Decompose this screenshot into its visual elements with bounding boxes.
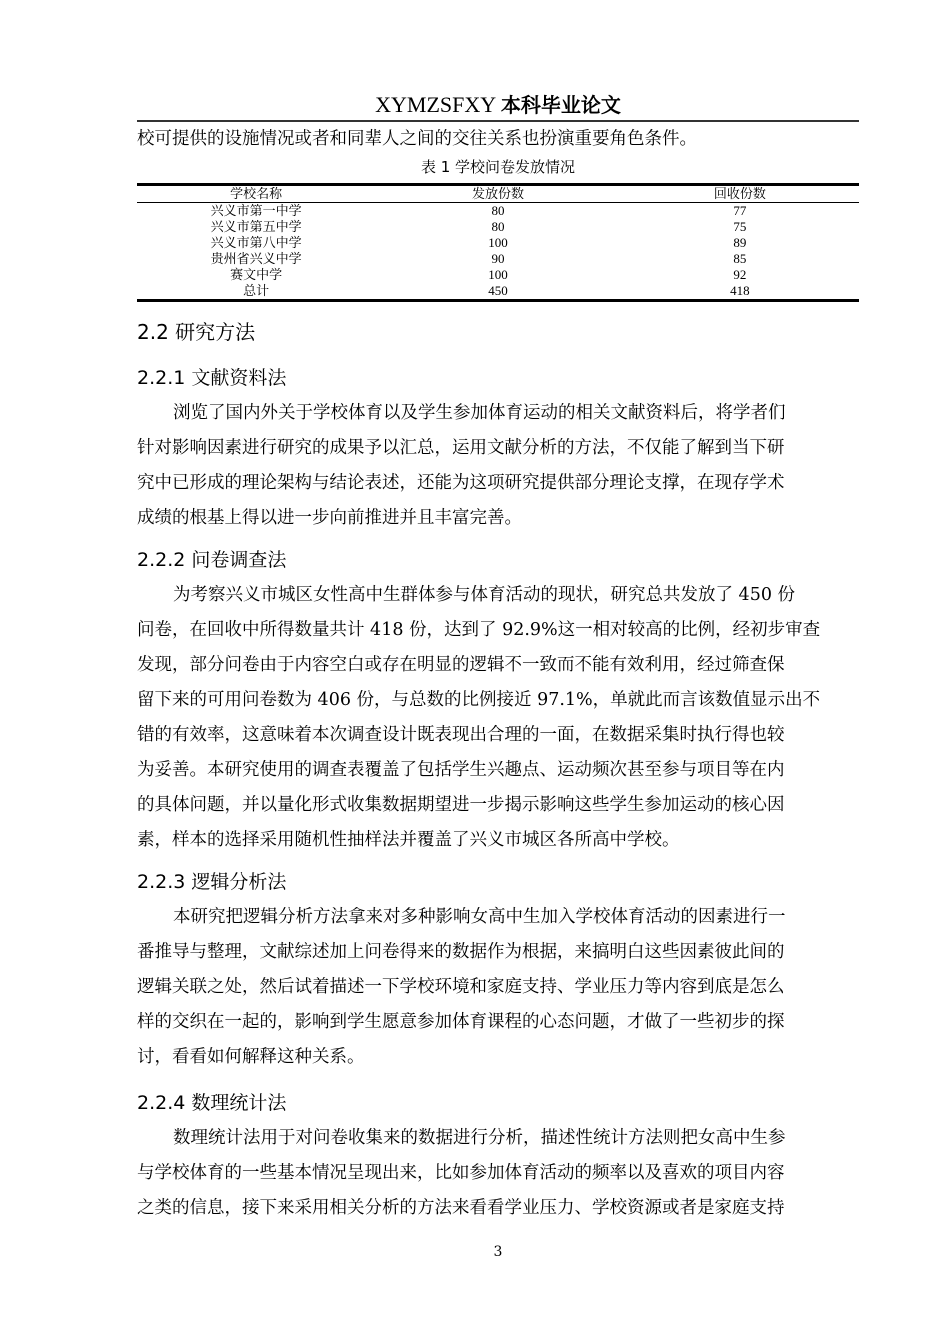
- paragraph-line: 为考察兴义市城区女性高中生群体参与体育活动的现状，研究总共发放了 450 份: [173, 585, 796, 605]
- page-number: 3: [493, 1244, 503, 1260]
- paragraph-line: 究中已形成的理论架构与结论表述，还能为这项研究提供部分理论支撑，在现存学术: [137, 473, 785, 493]
- paragraph-line: 浏览了国内外关于学校体育以及学生参加体育运动的相关文献资料后，将学者们: [173, 403, 786, 423]
- paragraph-line: 发现，部分问卷由于内容空白或存在明显的逻辑不一致而不能有效利用，经过筛查保: [137, 655, 785, 675]
- paragraph-line: 讨，看看如何解释这种关系。: [137, 1047, 365, 1067]
- table-header-row: [137, 185, 859, 203]
- table-cell: 总计: [243, 283, 270, 298]
- table-cell: 90: [491, 251, 505, 266]
- paragraph-line: 之类的信息，接下来采用相关分析的方法来看看学业压力、学校资源或者是家庭支持: [137, 1198, 785, 1218]
- paragraph-line: 番推导与整理，文献综述加上问卷得来的数据作为根据，来搞明白这些因素彼此间的: [137, 942, 785, 962]
- paragraph-line: 本研究把逻辑分析方法拿来对多种影响女高中生加入学校体育活动的因素进行一: [173, 907, 786, 927]
- paragraph-line: 的具体问题，并以量化形式收集数据期望进一步揭示影响这些学生参加运动的核心因: [137, 795, 785, 815]
- table-row: [137, 219, 859, 235]
- section-heading: 2.2.4 数理统计法: [137, 1092, 287, 1114]
- table-row: [137, 251, 859, 267]
- table-row: [137, 203, 859, 220]
- table-cell: 100: [488, 267, 508, 282]
- table-cell: 89: [733, 235, 747, 250]
- table-cell: 92: [733, 267, 747, 282]
- table-cell: 418: [730, 283, 750, 298]
- paragraph-line: 问卷，在回收中所得数量共计 418 份，达到了 92.9%这一相对较高的比例，经初步审查: [137, 620, 821, 640]
- section-heading: 2.2.2 问卷调查法: [137, 549, 287, 571]
- table-cell: 450: [488, 283, 508, 298]
- body-sections: [137, 314, 859, 1226]
- document-page: [137, 0, 859, 1344]
- table-cell: 100: [488, 235, 508, 250]
- paragraph-line: 素，样本的选择采用随机性抽样法并覆盖了兴义市城区各所高中学校。: [137, 830, 680, 850]
- paragraph-line: 与学校体育的一些基本情况呈现出来，比如参加体育活动的频率以及喜欢的项目内容: [137, 1163, 785, 1183]
- paragraph-line: 数理统计法用于对问卷收集来的数据进行分析，描述性统计方法则把女高中生参: [173, 1128, 786, 1148]
- paragraph-line: 留下来的可用问卷数为 406 份，与总数的比例接近 97.1%，单就此而言该数值显示出不: [137, 690, 821, 710]
- paragraph-line: 逻辑关联之处，然后试着描述一下学校环境和家庭支持、学业压力等内容到底是怎么: [137, 977, 785, 997]
- table-cell: 85: [733, 251, 747, 266]
- table-row: [137, 267, 859, 283]
- table-cell: 75: [733, 219, 747, 234]
- paragraph-line: 针对影响因素进行研究的成果予以汇总，运用文献分析的方法，不仅能了解到当下研: [137, 438, 785, 458]
- table-row: [137, 283, 859, 301]
- intro-line: 校可提供的设施情况或者和同辈人之间的交往关系也扮演重要角色条件。: [137, 129, 697, 149]
- table-cell: 兴义市第八中学: [210, 235, 302, 250]
- column-header: 回收份数: [621, 185, 859, 203]
- table-caption: 表 1 学校问卷发放情况: [420, 158, 576, 176]
- table-cell: 80: [491, 219, 505, 234]
- section-heading: 2.2.3 逻辑分析法: [137, 871, 287, 893]
- paragraph-line: 为妥善。本研究使用的调查表覆盖了包括学生兴趣点、运动频次甚至参与项目等在内: [137, 760, 785, 780]
- section-heading: 2.2.1 文献资料法: [137, 367, 287, 389]
- running-header: [137, 92, 859, 118]
- table-cell: 赛文中学: [230, 267, 283, 282]
- column-header: 学校名称: [137, 185, 375, 203]
- header-title: 本科毕业论文: [500, 93, 621, 117]
- table-cell: 贵州省兴义中学: [210, 251, 302, 266]
- section-heading: 2.2 研究方法: [137, 320, 256, 344]
- table-cell: 兴义市第五中学: [210, 219, 302, 234]
- paragraph-line: 样的交织在一起的，影响到学生愿意参加体育课程的心态问题，才做了一些初步的探: [137, 1012, 785, 1032]
- column-header: 发放份数: [375, 185, 620, 203]
- paragraph-line: 成绩的根基上得以进一步向前推进并且丰富完善。: [137, 508, 522, 528]
- table-cell: 77: [733, 203, 747, 218]
- survey-table: [137, 183, 859, 302]
- table-row: [137, 235, 859, 251]
- table-cell: 兴义市第一中学: [210, 203, 302, 218]
- header-latin: XYMZSFXY: [375, 92, 496, 117]
- table-cell: 80: [491, 203, 505, 218]
- paragraph-line: 错的有效率，这意味着本次调查设计既表现出合理的一面，在数据采集时执行得也较: [137, 725, 785, 745]
